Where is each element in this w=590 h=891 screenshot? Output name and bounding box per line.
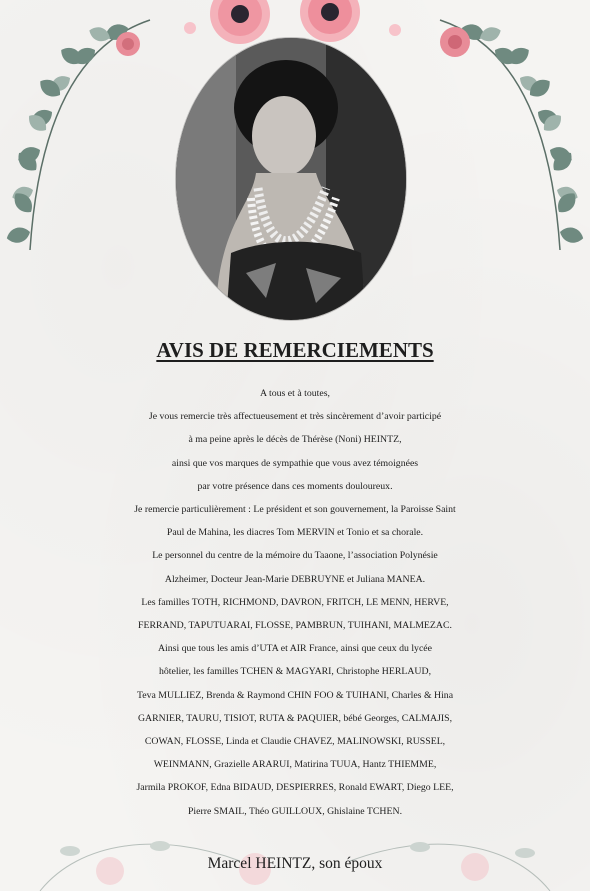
flower-left [210,0,270,44]
notice-line: ainsi que vos marques de sympathie que vous avez témoignées [171,457,419,469]
notice-line: Paul de Mahina, les diacres Tom MERVIN et Tonio et sa chorale. [166,527,424,539]
bud-small-2 [389,24,401,36]
signature: Marcel HEINTZ, son époux [207,855,383,872]
notice-line: Ainsi que tous les amis d’UTA et AIR France, ainsi que ceux du lycée [157,643,432,655]
bud-small [184,22,196,34]
notice-line: COWAN, FLOSSE, Linda et Claudie CHAVEZ, MALINOWSKI, RUSSEL, [144,736,446,748]
notice-line: par votre présence dans ces moments douloureux. [197,480,393,492]
flower-right [300,0,360,42]
notice-line: WEINMANN, Grazielle ARARUI, Matirina TUUA, Hantz THIEMME, [153,759,437,771]
notice-line: Le personnel du centre de la mémoire du Taaone, l’association Polynésie [152,550,438,562]
rose-right [440,27,470,57]
notice-line: à ma peine après le décès de Thérèse (Noni) HEINTZ, [188,434,402,446]
notice-line: Alzheimer, Docteur Jean-Marie DEBRUYNE et Juliana MANEA. [164,573,426,585]
notice-body [0,382,590,823]
leaf-cluster-left [5,21,131,246]
notice-line: Jarmila PROKOF, Edna BIDAUD, DESPIERRES, Ronald EWART, Diego LEE, [136,782,454,794]
notice-line: GARNIER, TAURU, TISIOT, RUTA & PAQUIER, bébé Georges, CALMAJIS, [137,712,453,724]
notice-title: AVIS DE REMERCIEMENTS [156,338,434,362]
notice-line: FERRAND, TAPUTUARAI, FLOSSE, PAMBRUN, TUIHANI, MALMEZAC. [138,620,452,632]
notice-line: Je remercie particulièrement : Le président et son gouvernement, la Paroisse Saint [134,504,456,516]
leaf-cluster-right [459,21,585,246]
notice-line: Pierre SMAIL, Théo GUILLOUX, Ghislaine TCHEN. [187,805,403,817]
notice-line: Les familles TOTH, RICHMOND, DAVRON, FRITCH, LE MENN, HERVE, [141,596,449,608]
notice-line: hôtelier, les familles TCHEN & MAGYARI, Christophe HERLAUD, [158,666,432,678]
notice-line: Teva MULLIEZ, Brenda & Raymond CHIN FOO & TUIHANI, Charles & Hina [136,689,454,701]
rose-left [116,32,140,56]
portrait-photo [176,38,406,320]
notice-line: Je vous remercie très affectueusement et très sincèrement d’avoir participé [148,411,442,423]
notice-line: A tous et à toutes, [260,388,330,399]
